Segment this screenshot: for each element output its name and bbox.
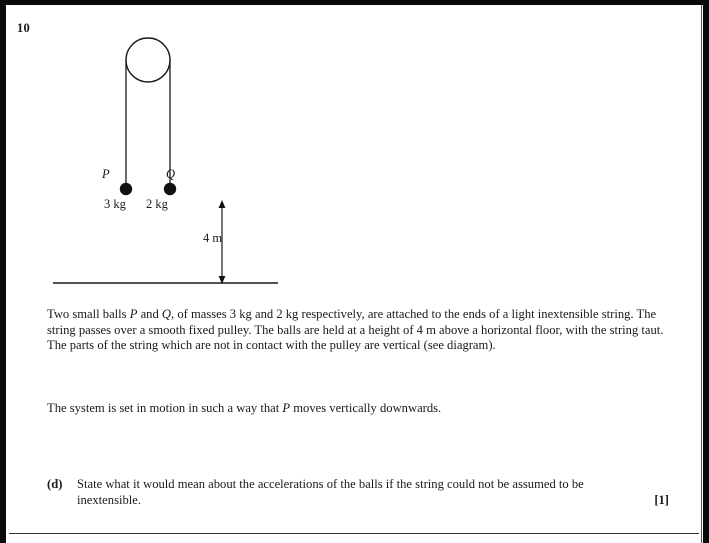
ball-q-marker <box>164 183 176 195</box>
motion-paragraph: The system is set in motion in such a way that P moves vertically downwards. <box>47 401 442 415</box>
diagram-label-p: P <box>102 167 110 181</box>
diagram-label-height: 4 m <box>203 231 223 245</box>
ball-p-marker <box>120 183 132 195</box>
pulley-wheel-icon <box>126 38 170 82</box>
diagram-label-q: Q <box>166 167 176 181</box>
diagram-label-mass-p: 3 kg <box>104 197 126 211</box>
question-number: 10 <box>17 21 30 35</box>
part-d-row <box>47 477 676 508</box>
part-d-text: State what it would mean about the accelerations of the balls if the string could not be assumed to be inextensible. <box>77 477 584 507</box>
height-arrow-head-up <box>219 200 226 208</box>
page-bottom-rule <box>9 533 699 534</box>
part-d-marks-badge: [1] <box>654 493 669 507</box>
intro-paragraph: Two small balls P and Q, of masses 3 kg and 2 kg respectively, are attached to the ends of a light inextensible string. The string passes over a smooth fixed pulley. The balls are held at a height of 4 m above a horizontal floor, with the string taut. The parts of the string which are not in contact with the pulley are vertical (see diagram). <box>47 307 664 353</box>
question-part-d <box>47 477 676 508</box>
pulley-diagram-svg <box>6 5 703 305</box>
exam-page <box>6 5 703 543</box>
diagram-label-mass-q: 2 kg <box>146 197 168 211</box>
part-d-letter: (d) <box>47 477 63 491</box>
pulley-diagram <box>6 5 703 305</box>
